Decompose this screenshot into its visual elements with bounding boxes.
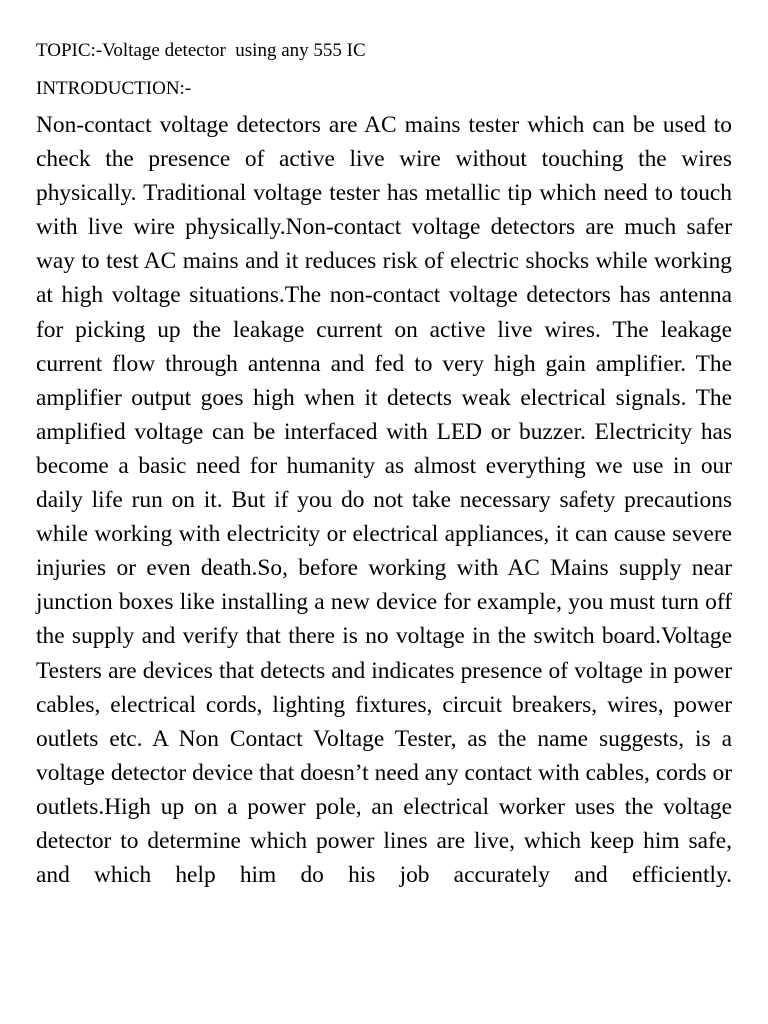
document-page xyxy=(36,36,732,892)
introduction-heading: INTRODUCTION:- xyxy=(36,78,192,99)
introduction-paragraph: Non-contact voltage detectors are AC mains tester which can be used to check the presence of active live wire without touching the wires physically. Traditional voltage tester has metallic tip which need to touch with live wire physically.Non-contact voltage detectors are much safer way to test AC mains and it reduces risk of electric shocks while working at high voltage situations.The non-contact voltage detectors has antenna for picking up the leakage current on active live wires. The leakage current flow through antenna and fed to very high gain amplifier. The amplifier output goes high when it detects weak electrical signals. The amplified voltage can be interfaced with LED or buzzer. Electricity has become a basic need for humanity as almost everything we use in our daily life run on it. But if you do not take necessary safety precautions while working with electricity or electrical appliances, it can cause severe injuries or even death.So, before working with AC Mains supply near junction boxes like installing a new device for example, you must turn off the supply and verify that there is no voltage in the switch board.Voltage Testers are devices that detects and indicates presence of voltage in power cables, electrical cords, lighting fixtures, circuit breakers, wires, power outlets etc. A Non Contact Voltage Tester, as the name suggests, is a voltage detector device that doesn’t need any contact with cables, cords or outlets.High up on a power pole, an electrical worker uses the voltage detector to determine which power lines are live, which keep him safe, and which help him do his job accurately and efficiently. xyxy=(36,112,732,889)
topic-heading: TOPIC:-Voltage detector using any 555 IC xyxy=(36,40,366,61)
